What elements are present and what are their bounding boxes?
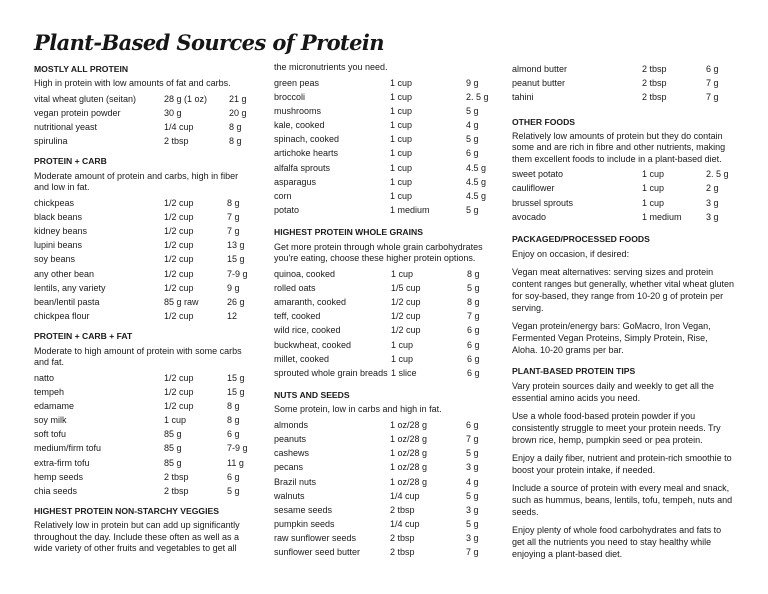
paragraph: Enjoy on occasion, if desired:: [512, 249, 630, 260]
food-name: artichoke hearts: [274, 148, 339, 159]
table-row: [34, 470, 250, 484]
section-heading-nuts-and-seeds: NUTS AND SEEDS: [274, 390, 350, 401]
food-name: edamame: [34, 400, 75, 411]
table-row: [34, 92, 250, 106]
serving-size: 1 cup: [164, 415, 187, 426]
protein-amount: 8 g: [227, 415, 240, 426]
table-row: [34, 134, 250, 148]
protein-amount: 7-9 g: [227, 443, 248, 454]
serving-size: 1/2 cup: [164, 197, 194, 208]
table-row: [34, 252, 250, 266]
protein-amount: 5 g: [466, 205, 479, 216]
section-heading-mostly-all-protein: MOSTLY ALL PROTEIN: [34, 64, 129, 74]
section-heading-non-starchy-veggies: HIGHEST PROTEIN NON-STARCHY VEGGIES: [34, 506, 219, 517]
food-name: sesame seeds: [274, 504, 333, 515]
table-row: [34, 120, 250, 134]
protein-amount: 21 g: [229, 93, 247, 104]
serving-size: 1 cup: [390, 191, 413, 201]
section-heading-other-foods: OTHER FOODS: [512, 116, 576, 127]
food-name: alfalfa sprouts: [274, 162, 331, 173]
food-name: soy milk: [34, 415, 67, 426]
serving-size: 1 cup: [391, 353, 414, 364]
serving-size: 1 oz/28 g: [390, 419, 428, 430]
protein-amount: 3 g: [466, 504, 479, 515]
table-row: [274, 203, 490, 217]
protein-amount: 8 g: [467, 296, 480, 307]
table-row: [34, 441, 250, 455]
table-row: [274, 175, 490, 189]
protein-amount: 6 g: [466, 148, 479, 159]
serving-size: 1 cup: [391, 268, 414, 279]
protein-amount: 5 g: [466, 490, 479, 501]
food-name: lupini beans: [34, 240, 83, 251]
food-name: tahini: [512, 92, 534, 103]
protein-amount: 5 g: [466, 519, 479, 530]
food-name: raw sunflower seeds: [274, 533, 357, 544]
table-row: [512, 196, 734, 210]
protein-amount: 8 g: [467, 268, 480, 279]
protein-table: [274, 76, 490, 218]
protein-table-continued: [512, 62, 734, 105]
food-name: soy beans: [34, 254, 76, 265]
food-name: cashews: [274, 448, 310, 459]
table-row: [512, 76, 734, 90]
table-row: [274, 366, 490, 380]
protein-amount: 9 g: [466, 77, 479, 88]
protein-amount: 5 g: [467, 282, 480, 293]
table-row: [34, 106, 250, 120]
food-name: green peas: [274, 77, 320, 88]
tips-paragraphs: [512, 380, 734, 560]
protein-amount: 4.5 g: [466, 191, 487, 201]
serving-size: 1 cup: [390, 77, 413, 88]
section-heading-protein-carb: PROTEIN + CARB: [34, 156, 107, 167]
table-row: [274, 531, 490, 545]
protein-amount: 7 g: [466, 433, 479, 444]
protein-amount: 6 g: [467, 339, 480, 350]
serving-size: 1/2 cup: [391, 311, 421, 322]
table-row: [274, 545, 490, 559]
section-description-continued: the micronutrients you need.: [274, 62, 388, 72]
serving-size: 1 slice: [391, 367, 417, 378]
food-name: spinach, cooked: [274, 134, 340, 145]
protein-amount: 8 g: [229, 122, 242, 133]
protein-amount: 6 g: [466, 419, 479, 430]
food-name: spirulina: [34, 136, 68, 147]
serving-size: 1 cup: [390, 134, 413, 145]
protein-amount: 15 g: [227, 386, 245, 397]
section-heading-packaged-foods: PACKAGED/PROCESSED FOODS: [512, 234, 650, 245]
table-row: [512, 62, 734, 76]
food-name: corn: [274, 191, 292, 201]
table-row: [34, 238, 250, 252]
serving-size: 1/4 cup: [390, 519, 420, 530]
protein-amount: 5 g: [466, 134, 479, 145]
serving-size: 1 cup: [390, 176, 413, 187]
protein-amount: 4 g: [466, 120, 479, 131]
protein-amount: 12: [227, 311, 238, 322]
page-title: Plant-Based Sources of Protein: [34, 30, 384, 55]
food-name: teff, cooked: [274, 311, 321, 322]
serving-size: 1/2 cup: [164, 211, 194, 222]
serving-size: 85 g: [164, 457, 182, 468]
serving-size: 1 cup: [391, 339, 414, 350]
protein-amount: 7 g: [227, 226, 240, 237]
table-row: [274, 446, 490, 460]
table-row: [274, 295, 490, 309]
food-name: peanut butter: [512, 78, 566, 89]
food-name: extra-firm tofu: [34, 457, 90, 468]
serving-size: 1 oz/28 g: [390, 433, 428, 444]
protein-amount: 2 g: [706, 183, 719, 194]
section-description: Relatively low amounts of protein but they do contain some and are rich in fibre and other nutrients, making them excellent foods to include in a plant-based diet.: [512, 130, 726, 164]
protein-amount: 4.5 g: [466, 162, 487, 173]
protein-amount: 5 g: [466, 448, 479, 459]
serving-size: 1 oz/28 g: [390, 462, 428, 473]
table-row: [34, 210, 250, 224]
food-name: chickpea flour: [34, 311, 90, 322]
food-name: soft tofu: [34, 429, 67, 440]
food-name: peanuts: [274, 433, 307, 444]
table-row: [274, 338, 490, 352]
food-name: black beans: [34, 211, 83, 222]
protein-amount: 3 g: [466, 533, 479, 544]
column-3: [512, 62, 734, 566]
tip-paragraph: Enjoy a daily fiber, nutrient and protein-rich smoothie to boost your protein intake, if needed.: [512, 453, 732, 476]
food-name: vegan protein powder: [34, 107, 121, 118]
table-row: [274, 161, 490, 175]
table-row: [274, 132, 490, 146]
serving-size: 1/2 cup: [164, 311, 194, 322]
food-name: natto: [34, 372, 55, 383]
food-name: millet, cooked: [274, 353, 330, 364]
food-name: nutritional yeast: [34, 122, 98, 133]
food-name: almond butter: [512, 64, 568, 74]
protein-table: [274, 267, 490, 381]
table-row: [274, 309, 490, 323]
protein-amount: 6 g: [467, 325, 480, 336]
serving-size: 1 cup: [390, 120, 413, 131]
food-name: any other bean: [34, 268, 95, 279]
table-row: [34, 196, 250, 210]
serving-size: 2 tbsp: [642, 78, 667, 89]
table-row: [274, 489, 490, 503]
serving-size: 28 g (1 oz): [164, 93, 208, 104]
table-row: [274, 503, 490, 517]
table-row: [34, 385, 250, 399]
table-row: [274, 189, 490, 203]
section-heading-whole-grains: HIGHEST PROTEIN WHOLE GRAINS: [274, 227, 423, 238]
table-row: [512, 167, 734, 181]
protein-amount: 7 g: [466, 547, 479, 558]
table-row: [274, 267, 490, 281]
serving-size: 2 tbsp: [390, 533, 415, 544]
protein-amount: 3 g: [706, 197, 719, 208]
paragraph: Vegan meat alternatives: serving sizes and protein content ranges but generally, whether vital wheat gluten for soy-based, they range from 10-20 g of protein per serving.: [512, 267, 734, 314]
table-row: [34, 399, 250, 413]
protein-amount: 3 g: [706, 211, 719, 222]
serving-size: 1/2 cup: [391, 325, 421, 336]
table-row: [512, 90, 734, 104]
food-name: chia seeds: [34, 486, 78, 497]
section-description: Moderate to high amount of protein with some carbs and fat.: [34, 345, 242, 368]
food-name: almonds: [274, 419, 309, 430]
serving-size: 1 oz/28 g: [390, 448, 428, 459]
food-name: buckwheat, cooked: [274, 339, 352, 350]
serving-size: 1 medium: [390, 205, 430, 216]
serving-size: 1/4 cup: [390, 490, 420, 501]
food-name: medium/firm tofu: [34, 443, 102, 454]
serving-size: 1 cup: [390, 91, 413, 102]
table-row: [34, 309, 250, 323]
serving-size: 1/2 cup: [164, 400, 194, 411]
food-name: brussel sprouts: [512, 197, 574, 208]
food-name: vital wheat gluten (seitan): [34, 93, 137, 104]
section-description: Some protein, low in carbs and high in fat.: [274, 404, 442, 415]
section-description: Relatively low in protein but can add up significantly throughout the day. Include these often as well as a wide variety of other fruits and vegetables to get all: [34, 520, 240, 554]
protein-amount: 6 g: [227, 429, 240, 440]
protein-amount: 7 g: [706, 78, 719, 89]
serving-size: 1/2 cup: [164, 254, 194, 265]
table-row: [274, 90, 490, 104]
protein-amount: 6 g: [467, 367, 480, 378]
table-row: [512, 181, 734, 195]
tip-paragraph: Enjoy plenty of whole food carbohydrates and fats to get all the nutrients you need to stay healthy while enjoying a plant-based diet.: [512, 525, 722, 560]
protein-amount: 9 g: [227, 282, 240, 293]
serving-size: 1 oz/28 g: [390, 476, 428, 487]
table-row: [274, 323, 490, 337]
protein-amount: 8 g: [227, 400, 240, 411]
serving-size: 1/2 cup: [164, 386, 194, 397]
food-name: amaranth, cooked: [274, 296, 347, 307]
protein-table: [34, 92, 250, 149]
protein-amount: 7 g: [706, 92, 719, 103]
food-name: bean/lentil pasta: [34, 296, 100, 307]
serving-size: 1 cup: [390, 162, 413, 173]
table-row: [34, 484, 250, 498]
protein-amount: 5 g: [466, 105, 479, 116]
table-row: [274, 146, 490, 160]
column-2: [274, 62, 490, 560]
food-name: kidney beans: [34, 226, 88, 237]
food-name: broccoli: [274, 91, 306, 102]
section-description: High in protein with low amounts of fat and carbs.: [34, 78, 231, 89]
serving-size: 1/2 cup: [164, 268, 194, 279]
food-name: mushrooms: [274, 105, 322, 116]
table-row: [274, 352, 490, 366]
serving-size: 2 tbsp: [642, 64, 667, 74]
protein-amount: 4.5 g: [466, 176, 487, 187]
serving-size: 2 tbsp: [390, 504, 415, 515]
table-row: [274, 281, 490, 295]
serving-size: 1 cup: [390, 148, 413, 159]
protein-amount: 15 g: [227, 254, 245, 265]
table-row: [274, 460, 490, 474]
table-row: [274, 418, 490, 432]
serving-size: 30 g: [164, 107, 182, 118]
table-row: [34, 427, 250, 441]
serving-size: 1 cup: [390, 105, 413, 116]
protein-amount: 8 g: [227, 197, 240, 208]
protein-table: [274, 418, 490, 560]
protein-amount: 2. 5 g: [466, 91, 489, 102]
protein-amount: 5 g: [227, 486, 240, 497]
column-1: [34, 62, 250, 557]
protein-amount: 20 g: [229, 107, 247, 118]
food-name: tempeh: [34, 386, 65, 397]
table-row: [34, 224, 250, 238]
section-heading-protein-carb-fat: PROTEIN + CARB + FAT: [34, 331, 133, 342]
serving-size: 1 cup: [642, 169, 665, 180]
protein-table: [34, 371, 250, 499]
protein-amount: 15 g: [227, 372, 245, 383]
protein-amount: 6 g: [706, 64, 719, 74]
serving-size: 2 tbsp: [164, 486, 189, 497]
serving-size: 1 medium: [642, 211, 682, 222]
serving-size: 2 tbsp: [642, 92, 667, 103]
serving-size: 1 cup: [642, 183, 665, 194]
protein-amount: 6 g: [227, 471, 240, 482]
food-name: asparagus: [274, 176, 317, 187]
protein-amount: 26 g: [227, 296, 245, 307]
table-row: [274, 118, 490, 132]
tip-paragraph: Vary protein sources daily and weekly to get all the essential amino acids you need.: [512, 381, 714, 404]
protein-table: [512, 167, 734, 224]
tip-paragraph: Use a whole food-based protein powder if you consistently struggle to meet your protein needs. Try brown rice, hemp, pumpkin seed or pea protein.: [512, 411, 721, 446]
food-name: wild rice, cooked: [274, 325, 341, 336]
food-name: walnuts: [274, 490, 305, 501]
serving-size: 2 tbsp: [164, 136, 189, 147]
protein-table: [34, 196, 250, 324]
serving-size: 1/2 cup: [391, 296, 421, 307]
serving-size: 1/2 cup: [164, 282, 194, 293]
food-name: sprouted whole grain breads: [274, 367, 388, 378]
protein-amount: 13 g: [227, 240, 245, 251]
food-name: kale, cooked: [274, 120, 325, 131]
food-name: hemp seeds: [34, 471, 84, 482]
serving-size: 85 g: [164, 443, 182, 454]
food-name: sunflower seed butter: [274, 547, 361, 558]
section-description: Get more protein through whole grain carbohydrates you're eating, choose these higher protein options.: [274, 241, 483, 264]
food-name: Brazil nuts: [274, 476, 317, 487]
protein-amount: 7-9 g: [227, 268, 248, 279]
serving-size: 1/2 cup: [164, 226, 194, 237]
serving-size: 1/2 cup: [164, 372, 194, 383]
paragraph: Vegan protein/energy bars: GoMacro, Iron Vegan, Fermented Vegan Proteins, Simply Protein, Rise, Aloha. 10-20 grams per bar.: [512, 321, 711, 356]
table-row: [34, 295, 250, 309]
protein-amount: 4 g: [466, 476, 479, 487]
food-name: rolled oats: [274, 282, 316, 293]
protein-amount: 11 g: [227, 457, 244, 468]
table-row: [34, 267, 250, 281]
serving-size: 1/4 cup: [164, 122, 194, 133]
serving-size: 85 g: [164, 429, 182, 440]
food-name: sweet potato: [512, 169, 564, 180]
section-heading-protein-tips: PLANT-BASED PROTEIN TIPS: [512, 366, 636, 377]
table-row: [274, 475, 490, 489]
food-name: pumpkin seeds: [274, 519, 335, 530]
protein-amount: 6 g: [467, 353, 480, 364]
protein-amount: 2. 5 g: [706, 169, 729, 180]
food-name: chickpeas: [34, 197, 75, 208]
table-row: [274, 76, 490, 90]
food-name: cauliflower: [512, 183, 555, 194]
food-name: pecans: [274, 462, 304, 473]
packaged-paragraphs: [512, 248, 734, 356]
table-row: [274, 104, 490, 118]
table-row: [34, 371, 250, 385]
section-description: Moderate amount of protein and carbs, high in fiber and low in fat.: [34, 170, 239, 193]
serving-size: 85 g raw: [164, 296, 199, 307]
table-row: [274, 517, 490, 531]
table-row: [34, 281, 250, 295]
serving-size: 2 tbsp: [390, 547, 415, 558]
tip-paragraph: Include a source of protein with every meal and snack, such as hummus, beans, lentils, tofu, tempeh, nuts and seeds.: [512, 483, 733, 518]
table-row: [512, 210, 734, 224]
food-name: avocado: [512, 211, 547, 222]
table-row: [274, 432, 490, 446]
serving-size: 1/5 cup: [391, 282, 421, 293]
serving-size: 2 tbsp: [164, 471, 189, 482]
food-name: lentils, any variety: [34, 282, 106, 293]
table-row: [34, 456, 250, 470]
protein-amount: 7 g: [467, 311, 480, 322]
protein-amount: 7 g: [227, 211, 240, 222]
protein-amount: 8 g: [229, 136, 242, 147]
food-name: quinoa, cooked: [274, 268, 336, 279]
serving-size: 1/2 cup: [164, 240, 194, 251]
protein-amount: 3 g: [466, 462, 479, 473]
table-row: [34, 413, 250, 427]
food-name: potato: [274, 205, 300, 216]
serving-size: 1 cup: [642, 197, 665, 208]
